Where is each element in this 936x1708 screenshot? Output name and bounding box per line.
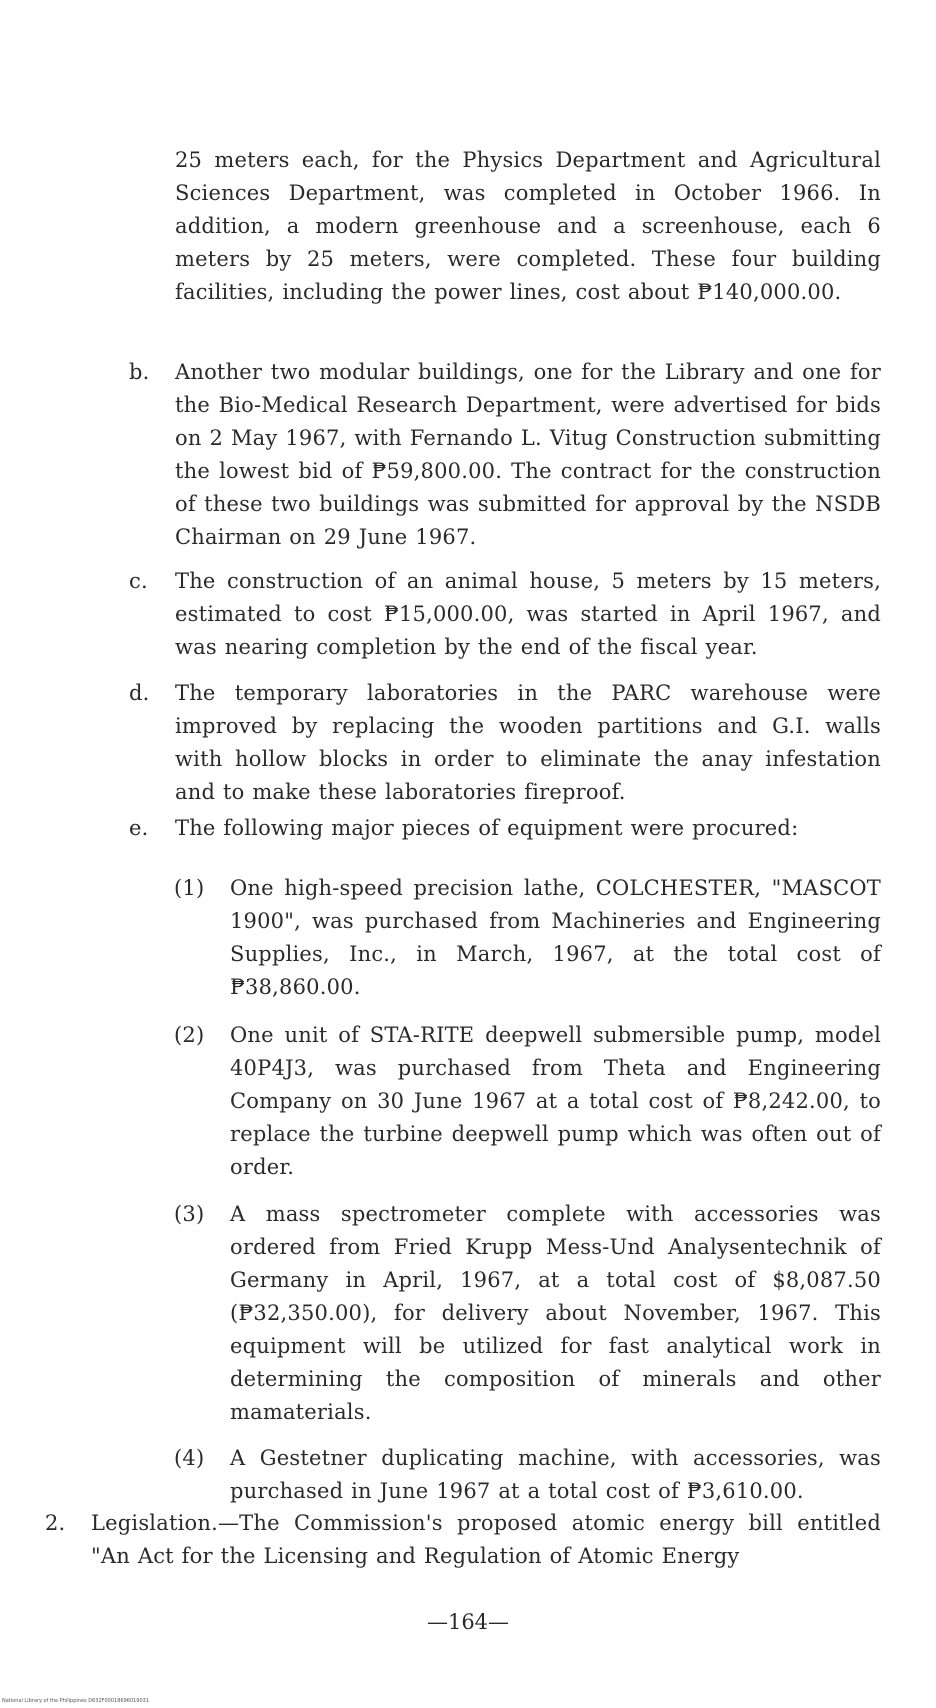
item-e (129, 812, 881, 845)
section-2-text: Legislation.—The Commission's proposed atomic energy bill entitled "An Act for the Licensing and Regulation of Atomic Energy (91, 1511, 881, 1568)
item-d (129, 677, 881, 809)
subitem-1-text: One high-speed precision lathe, COLCHESTER, "MASCOT 1900", was purchased from Machineries and Engineering Supplies, Inc., in March, 1967, at the total cost of ₱38,860.00. (230, 876, 881, 999)
intro-paragraph: 25 meters each, for the Physics Department and Agricultural Sciences Department, was completed in October 1966. In addition, a modern greenhouse and a screenhouse, each 6 meters by 25 meters, were completed. These four building facilities, including the power lines, cost about ₱140,000.00. (175, 148, 881, 304)
subitem-3 (174, 1198, 881, 1429)
subitem-3-text: A mass spectrometer complete with accessories was ordered from Fried Krupp Mess-Und Analysentechnik of Germany in April, 1967, at a total cost of $8,087.50 (₱32,350.00), for delivery about November, 1967. This equipment will be utilized for fast analytical work in determining the composition of minerals and other mamaterials. (230, 1202, 881, 1424)
item-b-number: b. (129, 360, 150, 384)
section-2-number: 2. (45, 1511, 66, 1535)
subitem-1 (174, 872, 881, 1004)
subitem-3-number: (3) (174, 1202, 205, 1226)
page-number: —164— (426, 1610, 510, 1634)
subitem-2-text: One unit of STA-RITE deepwell submersible pump, model 40P4J3, was purchased from Theta and Engineering Company on 30 June 1967 at a total cost of ₱8,242.00, to replace the turbine deepwell pump which was often out of order. (230, 1023, 881, 1179)
subitem-4 (174, 1442, 881, 1508)
item-c (129, 565, 881, 664)
item-d-text: The temporary laboratories in the PARC warehouse were improved by replacing the wooden partitions and G.I. walls with hollow blocks in order to eliminate the anay infestation and to make these laboratories fireproof. (175, 681, 881, 804)
subitem-2-number: (2) (174, 1023, 205, 1047)
subitem-4-text: A Gestetner duplicating machine, with accessories, was purchased in June 1967 at a total cost of ₱3,610.00. (230, 1446, 881, 1503)
item-e-text: The following major pieces of equipment were procured: (175, 816, 799, 840)
section-2-legislation (45, 1507, 881, 1573)
item-b (129, 356, 881, 554)
subitem-1-number: (1) (174, 876, 205, 900)
item-e-number: e. (129, 816, 149, 840)
item-c-number: c. (129, 569, 148, 593)
item-c-text: The construction of an animal house, 5 meters by 15 meters, estimated to cost ₱15,000.00, was started in April 1967, and was nearing completion by the end of the fiscal year. (175, 569, 881, 659)
subitem-2 (174, 1019, 881, 1184)
library-credit: National Library of the Philippines D632F00018696019031 (2, 1698, 150, 1704)
item-b-text: Another two modular buildings, one for the Library and one for the Bio-Medical Research Department, were advertised for bids on 2 May 1967, with Fernando L. Vitug Construction submitting the lowest bid of ₱59,800.00. The contract for the construction of these two buildings was submitted for approval by the NSDB Chairman on 29 June 1967. (175, 360, 881, 549)
subitem-4-number: (4) (174, 1446, 205, 1470)
item-d-number: d. (129, 681, 150, 705)
